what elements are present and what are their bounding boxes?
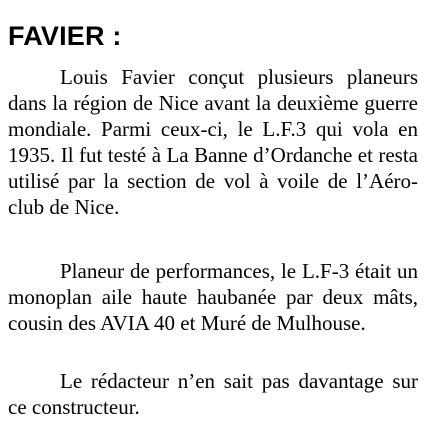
section-heading: FAVIER :	[8, 21, 122, 51]
paragraph-description: Planeur de performances, le L.F-3 était un monoplan aile haute haubanée par deux mâts, cousin des AVIA 40 et Muré de Mulhouse.	[8, 259, 418, 335]
paragraph-note: Le rédacteur n’en sait pas davantage sur ce constructeur.	[8, 369, 418, 419]
paragraph-history: Louis Favier conçut plusieurs planeurs dans la région de Nice avant la deuxième guerre mondiale. Parmi ceux-ci, le L.F.3 qui vola en 1935. Il fut testé à La Banne d’Ordanche et resta utilisé par la section de vol à voile de l’Aéro-club de Nice.	[8, 65, 418, 219]
